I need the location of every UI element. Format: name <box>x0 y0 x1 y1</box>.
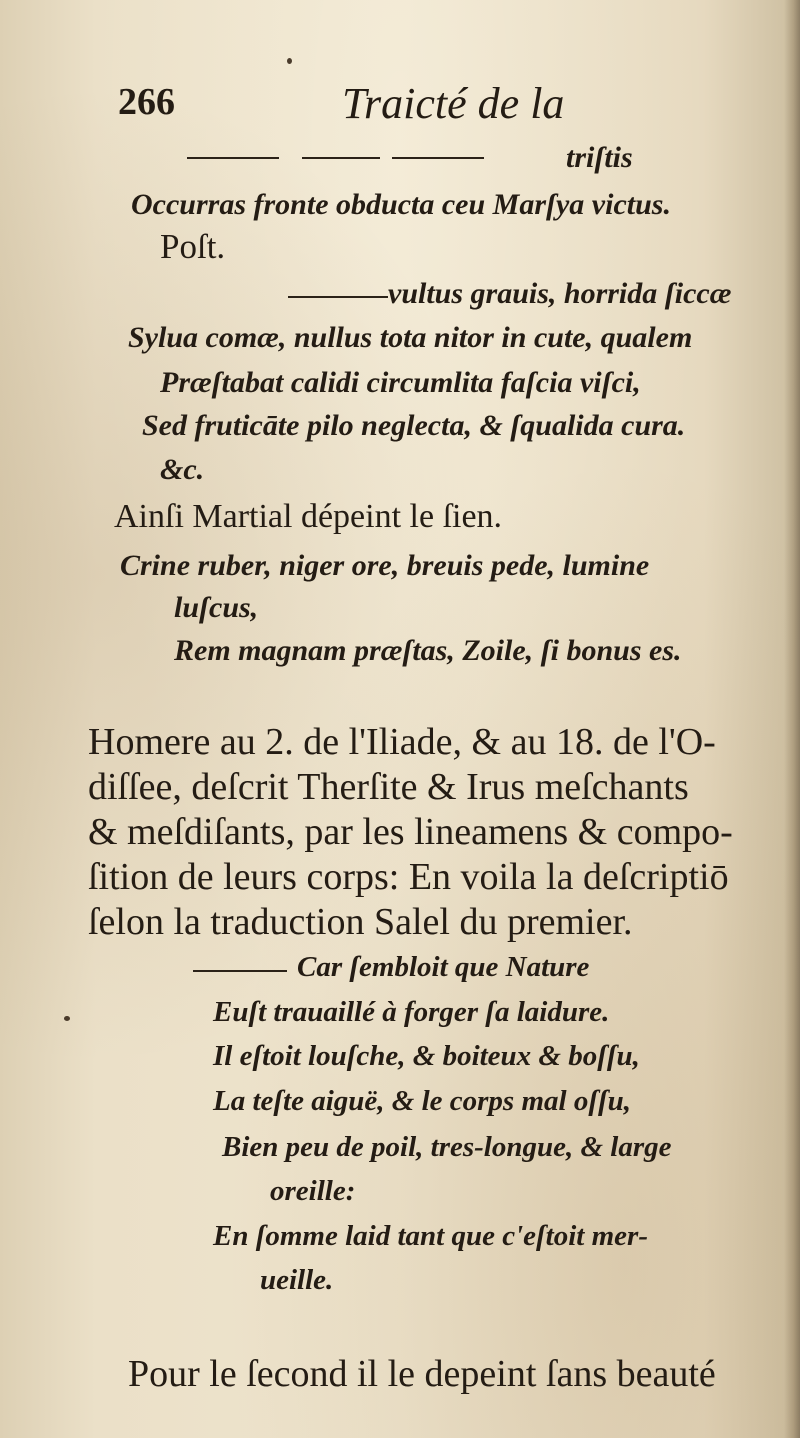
quote-line: Rem magnam præſtas, Zoile, ſi bonus es. <box>174 634 682 667</box>
quote-line: triſtis <box>566 141 633 174</box>
dash-rule <box>392 157 484 159</box>
body-line: Homere au 2. de l'Iliade, & au 18. de l'O- <box>88 721 716 763</box>
verse-line: ueille. <box>260 1264 334 1296</box>
verse-line: oreille: <box>270 1175 356 1207</box>
page-edge-shadow <box>784 0 800 1438</box>
quote-line: Sed fruticāte pilo neglecta, & ſqualida cura. <box>142 409 686 442</box>
body-line: Pour le ſecond il le depeint ſans beauté <box>128 1353 716 1395</box>
dash-rule <box>187 157 279 159</box>
verse-line: En ſomme laid tant que c'eſtoit mer- <box>213 1220 648 1252</box>
body-line: ſelon la traduction Salel du premier. <box>88 901 633 943</box>
body-line: & meſdiſants, par les lineamens & compo- <box>88 811 733 853</box>
body-line: diſſee, deſcrit Therſite & Irus meſchants <box>88 766 689 808</box>
quote-line: &c. <box>160 453 205 486</box>
body-line: Ainſi Martial dépeint le ſien. <box>114 498 503 535</box>
quote-line: vultus grauis, horrida ſiccæ <box>388 277 732 310</box>
body-line: Poſt. <box>160 227 226 266</box>
quote-line: Crine ruber, niger ore, breuis pede, lumine <box>120 549 650 582</box>
page-number: 266 <box>118 81 175 123</box>
verse-line: Il eſtoit louſche, & boiteux & boſſu, <box>213 1040 640 1072</box>
quote-line: Præſtabat calidi circumlita faſcia viſci, <box>160 366 641 399</box>
dash-rule <box>302 157 380 159</box>
running-title: Traicté de la <box>342 79 565 128</box>
verse-line: La teſte aiguë, & le corps mal oſſu, <box>213 1085 632 1117</box>
ink-fleck <box>287 58 292 64</box>
ink-fleck <box>64 1016 70 1021</box>
verse-line: Bien peu de poil, tres-longue, & large <box>222 1131 672 1163</box>
verse-line: Car ſembloit que Nature <box>297 951 590 983</box>
verse-line: Euſt trauaillé à forger ſa laidure. <box>213 996 610 1028</box>
quote-line: Occurras fronte obducta ceu Marſya victus. <box>131 188 671 221</box>
dash-rule <box>288 296 388 298</box>
quote-line: Sylua comæ, nullus tota nitor in cute, qualem <box>128 321 693 354</box>
quote-line: luſcus, <box>174 591 259 624</box>
body-line: ſition de leurs corps: En voila la deſcriptiō <box>88 856 729 898</box>
dash-rule <box>193 970 287 972</box>
